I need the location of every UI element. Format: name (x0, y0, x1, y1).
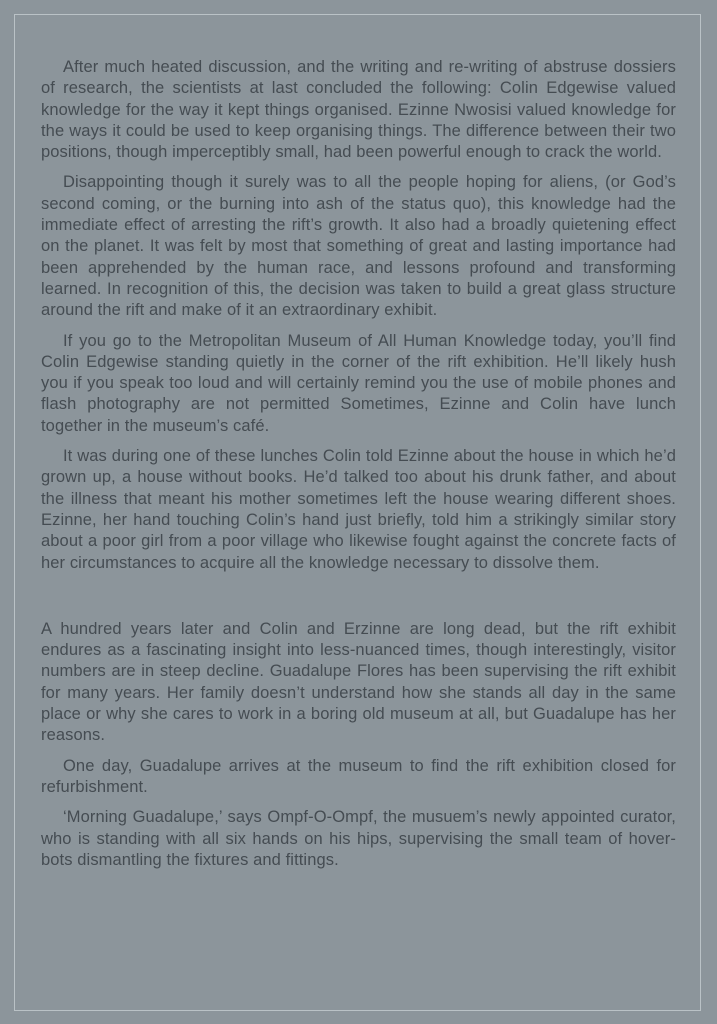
story-text-block (14, 14, 701, 1011)
story-paragraph-1: After much heated discussion, and the writing and re-writing of abstruse dossiers of research, the scientists at last concluded the following: Colin Edgewise valued knowledge for the way it kept things organised. Ezinne Nwosisi valued knowledge for the ways it could be used to keep organising things. The difference between their two positions, though imperceptibly small, had been powerful enough to crack the world. (41, 58, 676, 162)
story-paragraph-4: It was during one of these lunches Colin told Ezinne about the house in which he’d grown up, a house without books. He’d talked too about his drunk father, and about the illness that meant his mother sometimes left the house wearing different shoes. Ezinne, her hand touching Colin’s hand just briefly, told him a strikingly similar story about a poor girl from a poor village who likewise fought against the concrete facts of her circumstances to acquire all the knowledge necessary to dissolve them. (41, 447, 676, 572)
story-paragraph-5: A hundred years later and Colin and Erzinne are long dead, but the rift exhibit endures as a fascinating insight into less-nuanced times, though interestingly, visitor numbers are in steep decline. Guadalupe Flores has been supervising the rift exhibit for many years. Her family doesn’t understand how she stands all day in the same place or why she cares to work in a boring old museum at all, but Guadalupe has her reasons. (41, 619, 676, 745)
story-paragraph-3: If you go to the Metropolitan Museum of All Human Knowledge today, you’ll find Colin Edgewise standing quietly in the corner of the rift exhibition. He’ll likely hush you if you speak too loud and will certainly remind you the use of mobile phones and flash photography are not permitted Sometimes, Ezinne and Colin have lunch together in the museum’s café. (41, 331, 676, 435)
story-paragraph-7: ‘Morning Guadalupe,’ says Ompf-O-Ompf, the musuem’s newly appointed curator, who is standing with all six hands on his hips, supervising the small team of hover-bots dismantling the fixtures and fittings. (41, 808, 676, 869)
story-paragraph-2: Disappointing though it surely was to all the people hoping for aliens, (or God’s second coming, or the burning into ash of the status quo), this knowledge had the immediate effect of arresting the rift’s growth. It also had a broadly quietening effect on the planet. It was felt by most that something of great and lasting importance had been apprehended by the human race, and lessons profound and transforming learned. In recognition of this, the decision was taken to build a great glass structure around the rift and make of it an extraordinary exhibit. (41, 173, 676, 320)
story-paragraph-6: One day, Guadalupe arrives at the museum to find the rift exhibition closed for refurbishment. (41, 756, 676, 796)
